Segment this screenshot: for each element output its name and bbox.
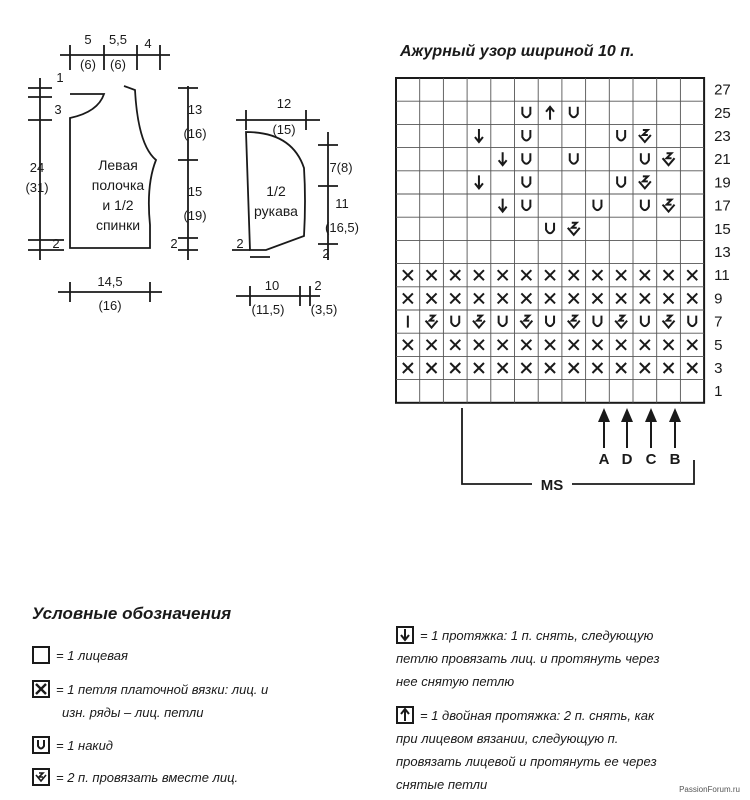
yarn-over-icon — [32, 736, 50, 754]
cell-arrow-down — [499, 152, 507, 165]
cell-cross — [687, 293, 697, 303]
legend-item-yo — [32, 734, 113, 757]
cell-cross — [521, 270, 531, 280]
cell-cross — [498, 363, 508, 373]
cell-cross — [450, 270, 460, 280]
legend-item-k2tog — [32, 766, 238, 789]
legend-text-k2tog: = 2 п. провязать вместе лиц. — [56, 770, 239, 785]
cell-cross — [403, 363, 413, 373]
k2tog-icon — [32, 768, 50, 786]
left-piece-label-4: спинки — [95, 217, 141, 233]
cell-cross — [592, 270, 602, 280]
dim-right-15: 15 — [187, 184, 203, 199]
cell-cross — [616, 270, 626, 280]
row-number: 19 — [714, 174, 731, 192]
legend-text-double-skp-2: при лицевом вязании, следующую п. — [396, 731, 619, 746]
left-piece-label-2: полочка — [91, 177, 145, 193]
cell-yarn-over — [522, 130, 530, 141]
sleeve-dim-right-7: 7(8) — [329, 160, 353, 175]
cell-yarn-over — [641, 200, 649, 211]
legend-text-double-skp-1: = 1 двойная протяжка: 2 п. снять, как — [420, 708, 655, 723]
dim-bottom: 14,5 — [97, 274, 123, 289]
cell-k2tog — [568, 223, 580, 235]
empty-cell-icon — [32, 646, 50, 664]
dim-top-b-alt: (6) — [110, 57, 126, 72]
cell-k2tog — [426, 316, 438, 328]
row-number: 21 — [714, 151, 731, 169]
cell-yarn-over — [570, 153, 578, 164]
sleeve-dim-right-11-alt: (16,5) — [325, 220, 359, 235]
dim-top-a-alt: (6) — [80, 57, 96, 72]
legend-text-skp-2: петлю провязать лиц. и протянуть через — [396, 651, 660, 666]
cell-cross — [450, 363, 460, 373]
dim-top-b: 5,5 — [108, 32, 128, 47]
cell-yarn-over — [546, 316, 554, 327]
cell-cross — [664, 340, 674, 350]
cell-cross — [616, 363, 626, 373]
pattern-grid — [396, 78, 704, 403]
cell-yarn-over — [593, 316, 601, 327]
legend-text-skp-1: = 1 протяжка: 1 п. снять, следующую — [420, 628, 654, 643]
cell-cross — [569, 363, 579, 373]
cell-cross — [592, 363, 602, 373]
row-number: 7 — [714, 313, 723, 331]
cell-yarn-over — [688, 316, 696, 327]
cell-cross — [474, 363, 484, 373]
left-piece-schematic — [28, 45, 198, 302]
sleeve-dim-bottom-alt: (11,5) — [251, 302, 285, 317]
cell-cross — [664, 270, 674, 280]
cell-cross — [427, 340, 437, 350]
sleeve-dim-right-2: 2 — [322, 246, 330, 261]
row-number: 27 — [714, 81, 731, 99]
ms-arrow-head — [669, 408, 681, 422]
dim-right-13-alt: (16) — [183, 126, 207, 141]
cell-yarn-over — [522, 176, 530, 187]
sleeve-dim-top: 12 — [276, 96, 292, 111]
sleeve-label-2: рукава — [254, 203, 298, 219]
cell-yarn-over — [522, 107, 530, 118]
legend-item-knit — [32, 644, 128, 667]
cell-cross — [616, 293, 626, 303]
label-c: C — [645, 451, 657, 468]
legend-item-double-skp — [396, 704, 657, 796]
left-piece-label-3: и 1/2 — [102, 197, 134, 213]
label-b: B — [669, 451, 681, 468]
cell-cross — [521, 340, 531, 350]
label-d: D — [621, 451, 633, 468]
row-number: 3 — [714, 360, 723, 377]
cell-cross — [687, 363, 697, 373]
legend-text-double-skp-3: провязать лицевой и протянуть ее через — [396, 754, 657, 769]
row-number: 11 — [714, 267, 730, 285]
cell-cross — [569, 293, 579, 303]
cell-arrow-down — [475, 175, 483, 188]
cell-yarn-over — [641, 316, 649, 327]
dim-bottom-alt: (16) — [98, 298, 122, 313]
cell-cross — [687, 270, 697, 280]
cell-cross — [498, 293, 508, 303]
cell-cross — [545, 340, 555, 350]
dim-right-2: 2 — [170, 236, 178, 251]
dim-left-2: 2 — [52, 236, 60, 251]
sleeve-dim-right-11: 11 — [335, 196, 349, 211]
cell-yarn-over — [617, 176, 625, 187]
ms-arrow-head — [621, 408, 633, 422]
watermark: PassionForum.ru — [679, 785, 740, 794]
legend-text-yo: = 1 накид — [56, 738, 113, 753]
cell-cross — [403, 340, 413, 350]
cell-cross — [592, 340, 602, 350]
cell-cross — [640, 270, 650, 280]
legend-title: Условные обозначения — [32, 604, 232, 623]
sleeve-dim-bottom: 10 — [264, 278, 280, 293]
cell-cross — [427, 293, 437, 303]
cell-cross — [474, 340, 484, 350]
legend-text-skp-3: нее снятую петлю — [396, 674, 515, 689]
cell-yarn-over — [522, 153, 530, 164]
dim-top-c: 4 — [144, 36, 152, 51]
dim-right-13: 13 — [187, 102, 203, 117]
cell-cross — [687, 340, 697, 350]
dim-height-alt: (31) — [25, 180, 49, 195]
cell-k2tog — [520, 316, 532, 328]
cell-cross — [427, 270, 437, 280]
ms-arrow-head — [598, 408, 610, 422]
cell-yarn-over — [546, 223, 554, 234]
arrow-up-icon — [396, 706, 414, 724]
cell-cross — [521, 293, 531, 303]
cell-arrow-down — [475, 129, 483, 142]
ms-arrows — [598, 408, 681, 448]
cell-k2tog — [639, 176, 651, 188]
cell-yarn-over — [522, 200, 530, 211]
legend-text-knit: = 1 лицевая — [56, 648, 128, 663]
legend-text-garter-2: изн. ряды – лиц. петли — [62, 705, 204, 720]
cell-cross — [498, 340, 508, 350]
cell-yarn-over — [617, 130, 625, 141]
cell-yarn-over — [570, 107, 578, 118]
legend-item-garter — [32, 678, 268, 724]
cell-k2tog — [568, 316, 580, 328]
cell-cross — [474, 270, 484, 280]
arrow-down-icon — [396, 626, 414, 644]
row-number: 15 — [714, 220, 731, 238]
cell-arrow-up — [546, 107, 554, 120]
cell-cross — [664, 363, 674, 373]
cell-k2tog — [473, 316, 485, 328]
legend-item-skp — [396, 624, 660, 693]
cell-cross — [664, 293, 674, 303]
legend-text-double-skp-4: снятые петли — [396, 777, 488, 792]
cell-cross — [545, 293, 555, 303]
cell-cross — [545, 363, 555, 373]
row-number: 5 — [714, 336, 723, 354]
cell-cross — [640, 363, 650, 373]
cell-cross — [521, 363, 531, 373]
cell-yarn-over — [451, 316, 459, 327]
cell-cross — [403, 293, 413, 303]
cell-yarn-over — [499, 316, 507, 327]
cell-cross — [616, 340, 626, 350]
row-number: 13 — [714, 244, 731, 261]
row-number: 1 — [714, 383, 723, 401]
cell-cross — [450, 293, 460, 303]
sleeve-dim-left-2: 2 — [236, 236, 244, 251]
left-piece-label-1: Левая — [98, 157, 138, 173]
ms-arrow-head — [645, 408, 657, 422]
sleeve-label-1: 1/2 — [266, 183, 286, 199]
dim-top-a: 5 — [84, 32, 92, 47]
row-number: 9 — [714, 290, 723, 308]
row-number: 23 — [714, 128, 731, 145]
row-number: 25 — [714, 104, 731, 122]
cell-cross — [592, 293, 602, 303]
dim-right-15-alt: (19) — [183, 208, 207, 223]
cell-cross — [403, 270, 413, 280]
row-number: 17 — [714, 197, 731, 215]
sleeve-labels — [236, 96, 359, 317]
cell-cross — [450, 340, 460, 350]
cell-cross — [640, 293, 650, 303]
cell-cross — [427, 363, 437, 373]
cell-cross — [498, 270, 508, 280]
dim-left-3: 3 — [54, 102, 62, 117]
label-a: A — [598, 451, 610, 468]
dim-left-1: 1 — [56, 70, 64, 85]
row-numbers — [714, 82, 731, 401]
cell-cross — [640, 340, 650, 350]
cross-icon — [32, 680, 50, 698]
pattern-title: Ажурный узор шириной 10 п. — [400, 43, 635, 60]
cell-k2tog — [663, 200, 675, 212]
cell-cross — [569, 340, 579, 350]
cell-k2tog — [663, 153, 675, 165]
cell-k2tog — [615, 316, 627, 328]
cell-cross — [474, 293, 484, 303]
cell-k2tog — [663, 316, 675, 328]
legend-text-garter-1: = 1 петля платочной вязки: лиц. и — [56, 682, 269, 697]
cell-yarn-over — [641, 153, 649, 164]
cell-yarn-over — [593, 200, 601, 211]
cell-cross — [545, 270, 555, 280]
sleeve-dim-top-alt: (15) — [272, 122, 296, 137]
cell-k2tog — [639, 130, 651, 142]
dim-height: 24 — [29, 160, 45, 175]
left-piece-labels — [25, 32, 206, 313]
sleeve-dim-bottom-b: 2 — [314, 278, 322, 293]
cell-cross — [569, 270, 579, 280]
sleeve-dim-bottom-b-alt: (3,5) — [310, 302, 338, 317]
ms-label: MS — [540, 477, 564, 494]
cell-arrow-down — [499, 199, 507, 212]
pattern-bottom-marks — [462, 408, 694, 484]
